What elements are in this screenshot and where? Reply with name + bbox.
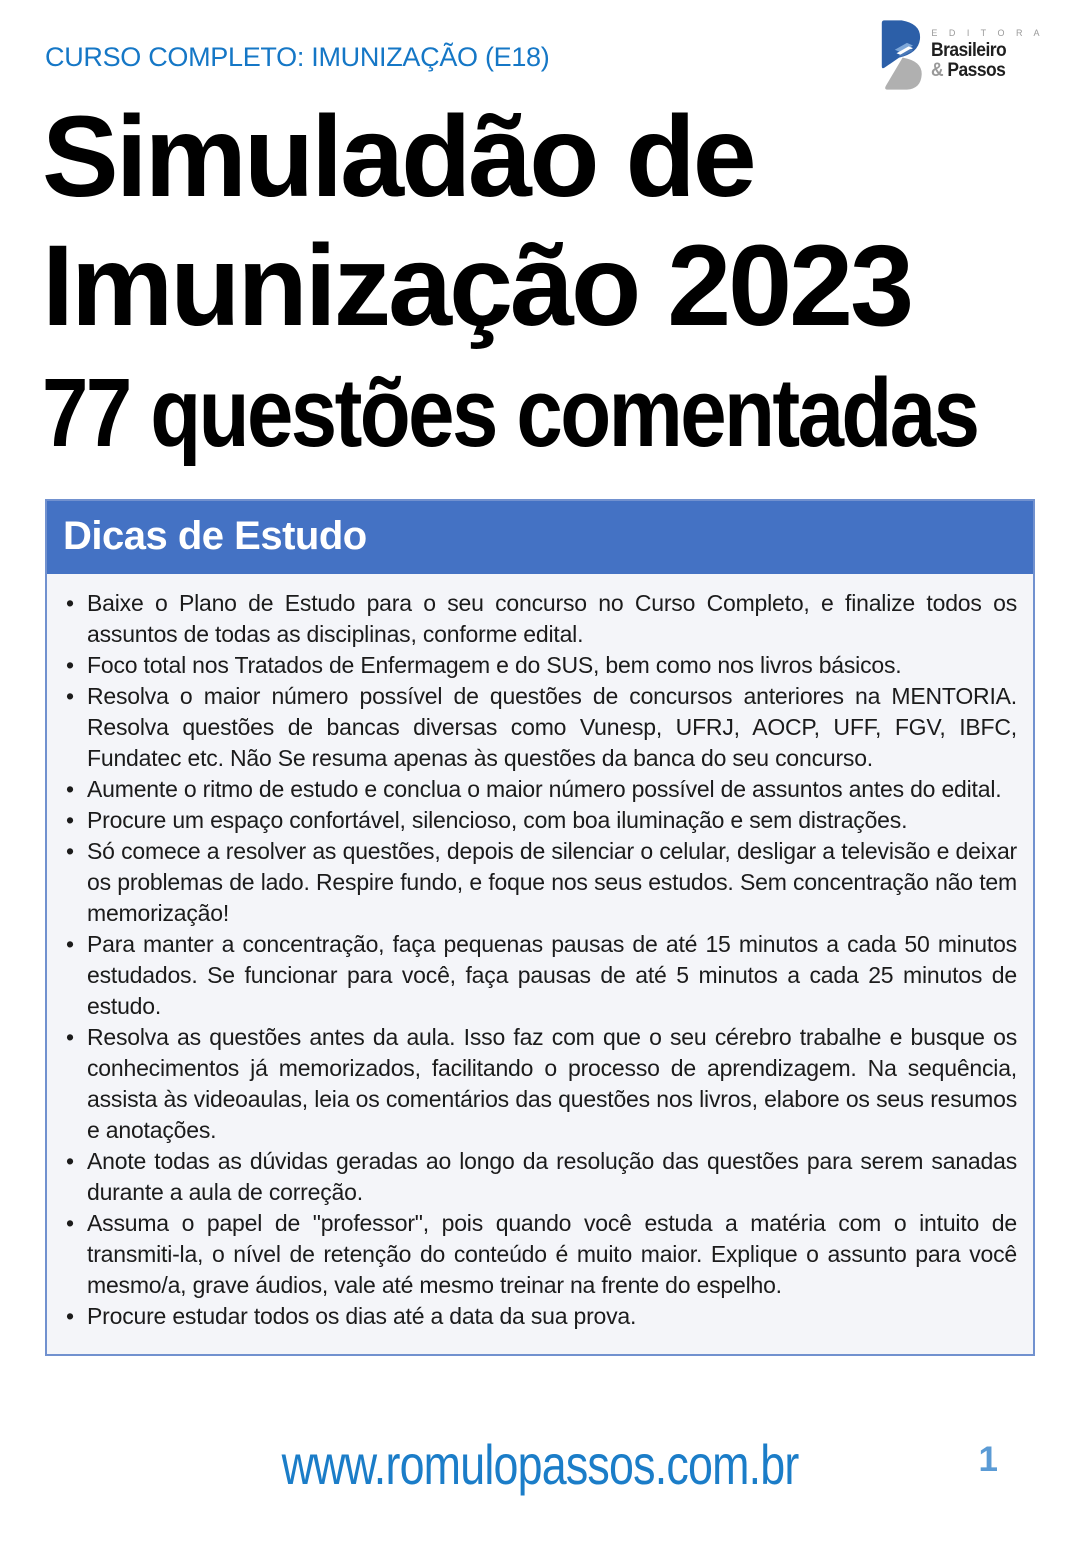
title-line-1: Simuladão de: [42, 93, 754, 221]
course-label: CURSO COMPLETO: IMUNIZAÇÃO (E18): [45, 42, 550, 72]
tip-item: • Foco total nos Tratados de Enfermagem e do SUS, bem como nos livros básicos.: [63, 650, 1017, 681]
tip-item: • Anote todas as dúvidas geradas ao longo da resolução das questões para serem sanadas durante a aula de correção.: [63, 1146, 1017, 1208]
logo-ampersand: &: [931, 60, 944, 81]
tips-list: [63, 588, 1017, 1332]
logo-brand-top: Brasileiro: [931, 40, 1007, 61]
tips-heading: Dicas de Estudo: [63, 513, 367, 558]
publisher-logo: [874, 14, 1044, 96]
tip-item: • Resolva o maior número possível de questões de concursos anteriores na MENTORIA. Resolva questões de bancas diversas como Vunesp, UFRJ, AOCP, UFF, FGV, IBFC, Fundatec etc. Não Se resuma apenas às questões da banca do seu concurso.: [63, 681, 1017, 774]
study-tips-box: [45, 499, 1035, 1356]
website-link-text[interactable]: www.romulopassos.com.br: [281, 1433, 799, 1496]
page-number: 1: [978, 1440, 998, 1479]
website-link[interactable]: [0, 1432, 1080, 1497]
tip-item: • Para manter a concentração, faça pequenas pausas de até 15 minutos a cada 50 minutos estudados. Se funcionar para você, faça pausas de até 5 minutos a cada 25 minutos de estudo.: [63, 929, 1017, 1022]
tip-item: • Só comece a resolver as questões, depois de silenciar o celular, desligar a televisão e deixar os problemas de lado. Respire fundo, e foque nos seus estudos. Sem concentração não tem memorização!: [63, 836, 1017, 929]
tip-item: • Aumente o ritmo de estudo e conclua o maior número possível de assuntos antes do edital.: [63, 774, 1017, 805]
tip-item: • Resolva as questões antes da aula. Isso faz com que o seu cérebro trabalhe e busque os conhecimentos já memorizados, facilitando o processo de aprendizagem. Na sequência, assista às videoaulas, leia os comentários das questões nos livros, elabore os seus resumos e anotações.: [63, 1022, 1017, 1146]
page-title: [0, 73, 1080, 469]
tip-item: • Procure estudar todos os dias até a data da sua prova.: [63, 1301, 1017, 1332]
tip-item: • Baixe o Plano de Estudo para o seu concurso no Curso Completo, e finalize todos os assuntos de todas as disciplinas, conforme edital.: [63, 588, 1017, 650]
logo-brand-bottom-text: Passos: [947, 60, 1006, 81]
logo-editora-label: E D I T O R A: [931, 28, 1044, 38]
tip-item: • Assuma o papel de "professor", pois quando você estuda a matéria com o intuito de transmiti-la, o nível de retenção do conteúdo é muito maior. Explique o assunto para você mesmo/a, grave áudios, vale até mesmo treinar na frente do espelho.: [63, 1208, 1017, 1301]
publisher-logo-text: [931, 29, 1044, 81]
logo-brand-bottom: [931, 61, 1035, 81]
title-sub: [42, 357, 1040, 469]
title-line-3: 77 questões comentadas: [42, 357, 978, 467]
title-main: [42, 93, 1040, 351]
tips-body: [47, 574, 1033, 1354]
page-footer: [0, 1432, 1080, 1512]
tip-item: • Procure um espaço confortável, silencioso, com boa iluminação e sem distrações.: [63, 805, 1017, 836]
title-line-2: Imunização 2023: [42, 221, 912, 350]
publisher-logo-icon: [874, 14, 926, 96]
tips-heading-bar: [47, 501, 1033, 574]
page-header: [0, 0, 1080, 81]
